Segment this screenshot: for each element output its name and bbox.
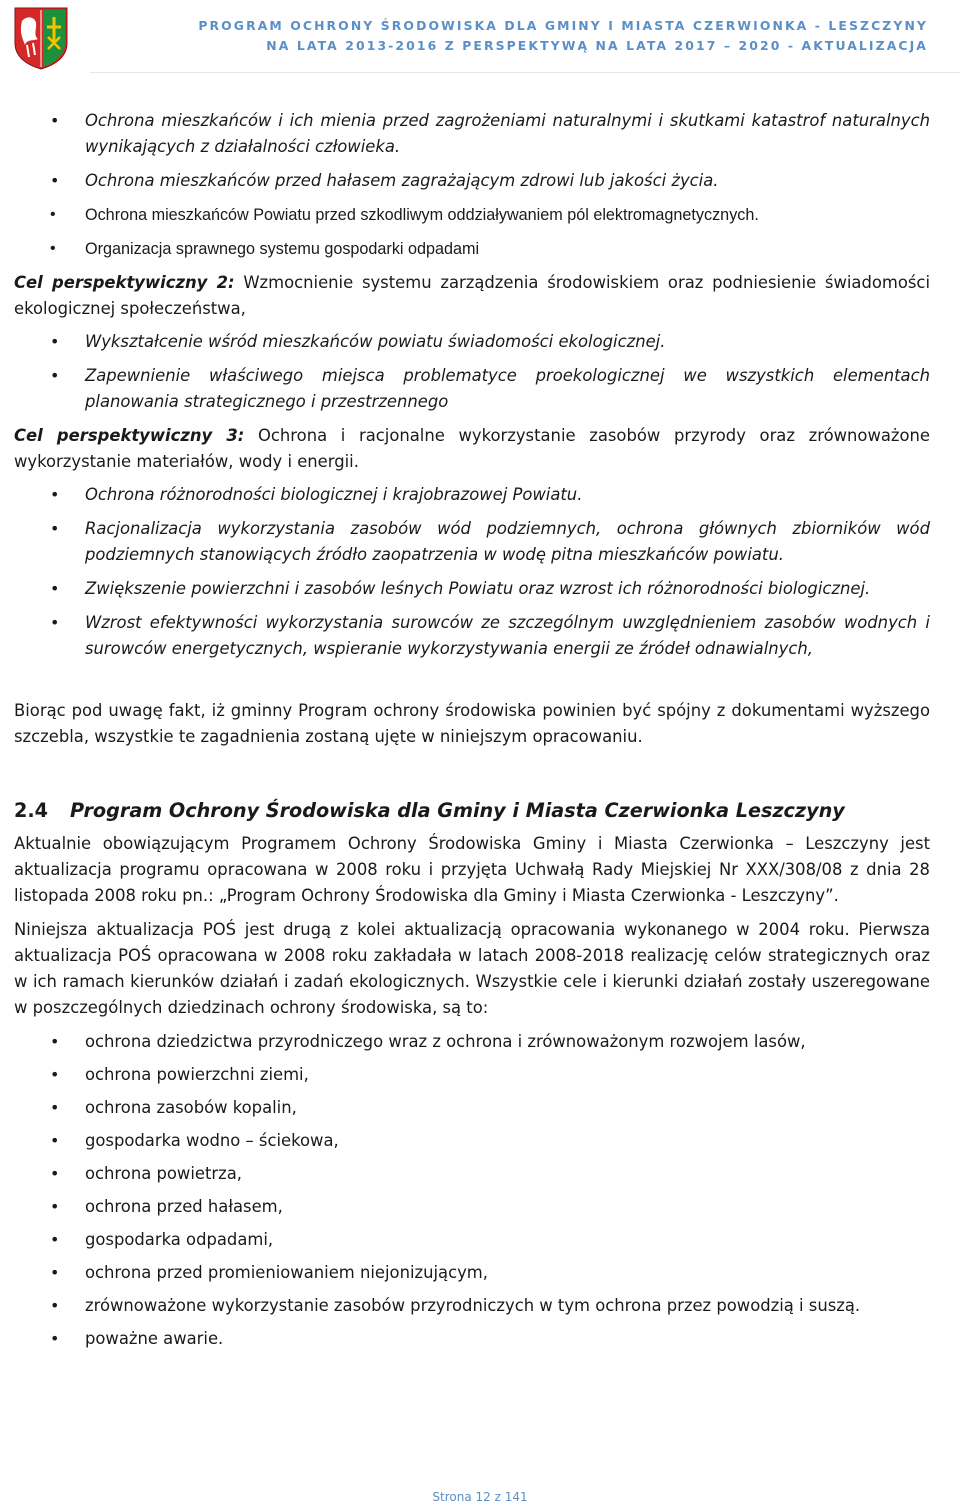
list-item: • gospodarka odpadami, — [14, 1227, 930, 1253]
list-item: • Ochrona mieszkańców Powiatu przed szkodliwym oddziaływaniem pól elektromagnetycznych. — [14, 202, 930, 228]
summary-paragraph: Biorąc pod uwagę fakt, iż gminny Program ochrony środowiska powinien być spójny z dokumentami wyższego szczebla, wszystkie te zagadnienia zostaną ujęte w niniejszym opracowaniu. — [14, 701, 930, 746]
list-item: • Ochrona mieszkańców przed hałasem zagrażającym zdrowi lub jakości życia. — [14, 168, 930, 194]
list-item: • Ochrona różnorodności biologicznej i krajobrazowej Powiatu. — [14, 482, 930, 508]
list-item: • gospodarka wodno – ściekowa, — [14, 1128, 930, 1154]
section-paragraph-1: Aktualnie obowiązującym Programem Ochrony Środowiska Gminy i Miasta Czerwionka – Leszczyny jest aktualizacja programu opracowana w 2008 roku i przyjęta Uchwałą Rady Miejskiej Nr XXX/308/08 z dnia 28 listopada 2008 roku pn.: „Program Ochrony Środowiska dla Gminy i Miasta Czerwionka - Leszczyny”. — [14, 834, 930, 905]
list-item: • ochrona powierzchni ziemi, — [14, 1062, 930, 1088]
header-title-line1: PROGRAM OCHRONY ŚRODOWISKA DLA GMINY I MIASTA CZERWIONKA - LESZCZYNY — [198, 18, 928, 33]
section-paragraph-2: Niniejsza aktualizacja POŚ jest drugą z kolei aktualizacją opracowania wykonanego w 2004 roku. Pierwsza aktualizacja POŚ opracowana w 2008 roku zakładała w latach 2008-2018 realizację celów strategicznych oraz w ich ramach kierunków działań i zadań ekologicznych. Wszystkie cele i kierunki działań zostały uszeregowane w poszczególnych dziedzinach ochrony środowiska, są to: — [14, 920, 930, 1017]
list-item: • ochrona przed promieniowaniem niejonizującym, — [14, 1260, 930, 1286]
section-number: 2.4 — [14, 799, 48, 822]
list-item: • ochrona dziedzictwa przyrodniczego wraz z ochrona i zrównoważonym rozwojem lasów, — [14, 1029, 930, 1055]
list-item: • Zapewnienie właściwego miejsca problematyce proekologicznej we wszystkich elementach planowania strategicznego i przestrzennego — [14, 363, 930, 415]
goal-3-paragraph — [14, 423, 930, 475]
page-header — [0, 0, 960, 78]
list-item: • ochrona powietrza, — [14, 1161, 930, 1187]
header-divider — [90, 72, 960, 73]
list-item: • Ochrona mieszkańców i ich mienia przed zagrożeniami naturalnymi i skutkami katastrof naturalnych wynikających z działalności człowieka. — [14, 108, 930, 160]
list-item: • poważne awarie. — [14, 1326, 930, 1352]
main-content — [14, 108, 930, 1352]
list-item: • Wzrost efektywności wykorzystania surowców ze szczególnym uwzględnieniem zasobów wodnych i surowców energetycznych, wspieranie wykorzystywania energii ze źródeł odnawialnych, — [14, 610, 930, 662]
section-heading — [14, 798, 930, 824]
list-item: • Organizacja sprawnego systemu gospodarki odpadami — [14, 236, 930, 262]
section-title: Program Ochrony Środowiska dla Gminy i Miasta Czerwionka Leszczyny — [70, 799, 845, 822]
list-item: • ochrona przed hałasem, — [14, 1194, 930, 1220]
header-title-line2: NA LATA 2013-2016 Z PERSPEKTYWĄ NA LATA 2017 – 2020 - AKTUALIZACJA — [266, 38, 928, 53]
list-item: • Racjonalizacja wykorzystania zasobów wód podziemnych, ochrona głównych zbiorników wód podziemnych stanowiących źródło zaopatrzenia w wodę pitna mieszkańców powiatu. — [14, 516, 930, 568]
page-number: Strona 12 z 141 — [432, 1490, 528, 1504]
goal-2-text: Wzmocnienie systemu zarządzenia środowiskiem oraz podniesienie świadomości ekologicznej społeczeństwa, — [14, 273, 931, 318]
goal-2-label: Cel perspektywiczny 2: — [14, 273, 235, 292]
list-item: • ochrona zasobów kopalin, — [14, 1095, 930, 1121]
list-item: • zrównoważone wykorzystanie zasobów przyrodniczych w tym ochrona przez powodzią i suszą. — [14, 1293, 930, 1319]
goal-3-text: Ochrona i racjonalne wykorzystanie zasobów przyrody oraz zrównoważone wykorzystanie materiałów, wody i energii. — [14, 426, 930, 471]
list-item: • Wykształcenie wśród mieszkańców powiatu świadomości ekologicznej. — [14, 329, 930, 355]
coat-of-arms-icon — [13, 5, 69, 71]
list-item: • Zwiększenie powierzchni i zasobów leśnych Powiatu oraz wzrost ich różnorodności biologicznej. — [14, 576, 930, 602]
goal-2-paragraph — [14, 270, 930, 322]
goal-3-label: Cel perspektywiczny 3: — [14, 426, 245, 445]
